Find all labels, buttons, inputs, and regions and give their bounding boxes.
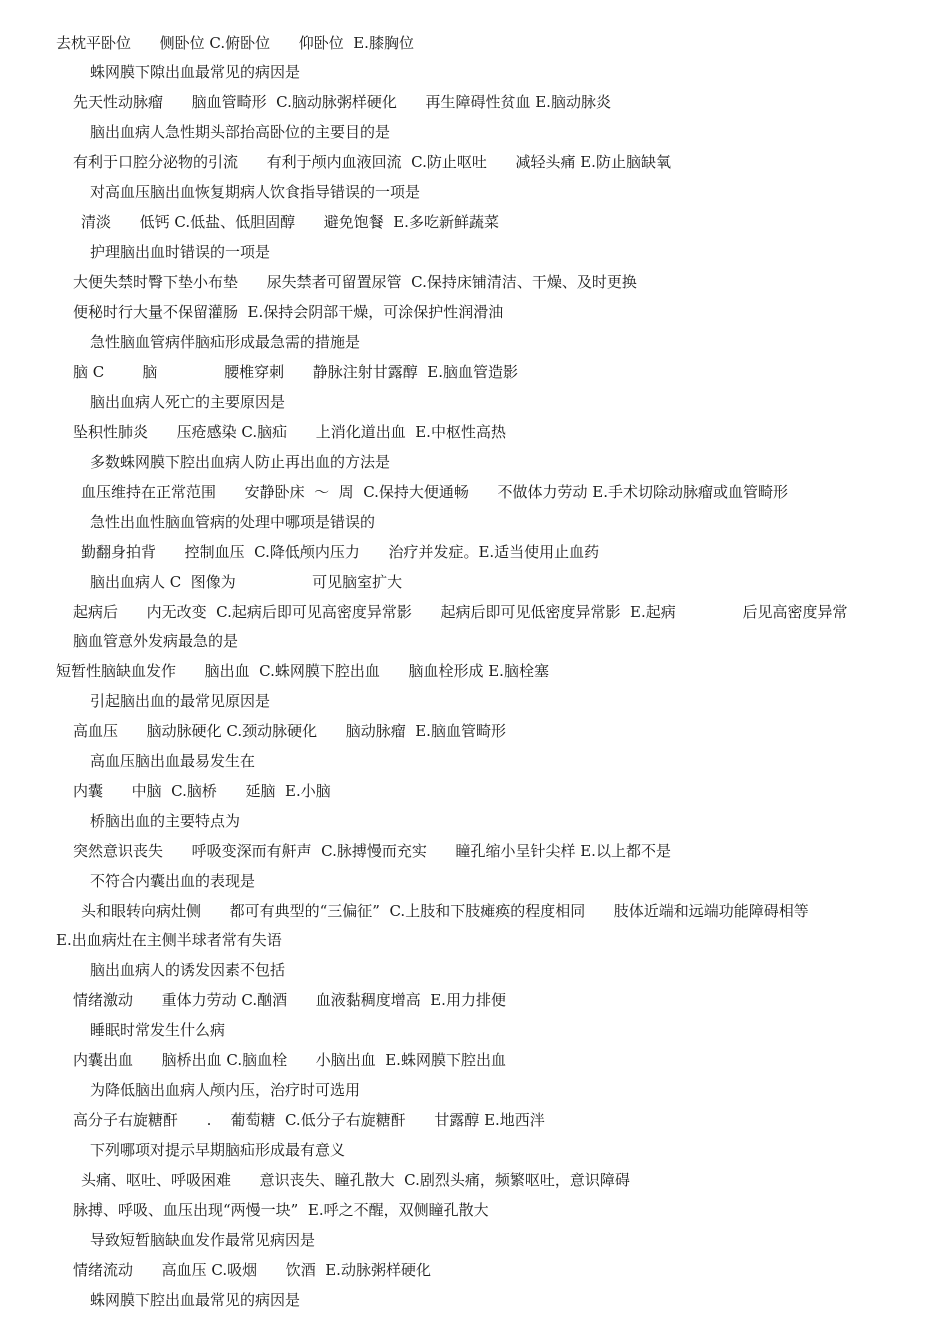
- question-stem: 脑出血病人死亡的主要原因是: [90, 393, 286, 411]
- option-line: E.出血病灶在主侧半球者常有失语: [56, 931, 282, 949]
- question-stem: 下列哪项对提示早期脑疝形成最有意义: [90, 1141, 346, 1159]
- question-stem: 急性脑血管病伴脑疝形成最急需的措施是: [90, 333, 361, 351]
- option-line: 勤翻身拍背 控制血压 C.降低颅内压力 治疗并发症。E.适当使用止血药: [81, 543, 600, 561]
- option-line: 先天性动脉瘤 脑血管畸形 C.脑动脉粥样硬化 再生障碍性贫血 E.脑动脉炎: [73, 93, 611, 111]
- question-stem: 不符合内囊出血的表现是: [90, 872, 256, 890]
- question-stem: 导致短暂脑缺血发作最常见病因是: [90, 1231, 316, 1249]
- option-line: 短暂性脑缺血发作 脑出血 C.蛛网膜下腔出血 脑血栓形成 E.脑栓塞: [56, 662, 549, 680]
- question-stem: 急性出血性脑血管病的处理中哪项是错误的: [90, 513, 376, 531]
- option-line: 血压维持在正常范围 安静卧床 ～ 周 C.保持大便通畅 不做体力劳动 E.手术切除动脉瘤或血管畸形: [81, 483, 789, 501]
- question-stem: 睡眠时常发生什么病: [90, 1021, 226, 1039]
- option-line: 坠积性肺炎 压疮感染 C.脑疝 上消化道出血 E.中枢性高热: [73, 423, 506, 441]
- question-stem: 多数蛛网膜下腔出血病人防止再出血的方法是: [90, 453, 391, 471]
- option-line: 头和眼转向病灶侧 都可有典型的“三偏征” C.上肢和下肢瘫痪的程度相同 肢体近端和远端功能障碍相等: [81, 902, 809, 920]
- question-stem: 蛛网膜下隙出血最常见的病因是: [90, 63, 301, 81]
- option-line: 内囊出血 脑桥出血 C.脑血栓 小脑出血 E.蛛网膜下腔出血: [73, 1051, 506, 1069]
- option-line: 脑 C 脑 腰椎穿刺 静脉注射甘露醇 E.脑血管造影: [73, 363, 519, 381]
- question-stem: 脑出血病人 C 图像为 可见脑室扩大: [90, 573, 403, 591]
- option-line: 高血压 脑动脉硬化 C.颈动脉硬化 脑动脉瘤 E.脑血管畸形: [73, 722, 506, 740]
- option-line: 清淡 低钙 C.低盐、低胆固醇 避免饱餐 E.多吃新鲜蔬菜: [81, 213, 499, 231]
- option-line: 便秘时行大量不保留灌肠 E.保持会阴部干燥，可涂保护性润滑油: [73, 303, 504, 321]
- option-line: 脉搏、呼吸、血压出现“两慢一块” E.呼之不醒，双侧瞳孔散大: [73, 1201, 489, 1219]
- option-line: 头痛、呕吐、呼吸困难 意识丧失、瞳孔散大 C.剧烈头痛，频繁呕吐，意识障碍: [81, 1171, 630, 1189]
- option-line: 内囊 中脑 C.脑桥 延脑 E.小脑: [73, 782, 331, 800]
- question-stem: 对高血压脑出血恢复期病人饮食指导错误的一项是: [90, 183, 421, 201]
- option-line: 情绪激动 重体力劳动 C.酗酒 血液黏稠度增高 E.用力排便: [73, 991, 506, 1009]
- option-line: 情绪流动 高血压 C.吸烟 饮酒 E.动脉粥样硬化: [73, 1261, 431, 1279]
- question-stem: 脑出血病人的诱发因素不包括: [90, 961, 286, 979]
- option-line: 高分子右旋糖酐 . 葡萄糖 C.低分子右旋糖酐 甘露醇 E.地西泮: [73, 1111, 545, 1129]
- option-line: 大便失禁时臀下垫小布垫 尿失禁者可留置尿管 C.保持床铺清洁、干燥、及时更换: [73, 273, 637, 291]
- question-stem: 脑血管意外发病最急的是: [73, 632, 239, 650]
- option-line: 起病后 内无改变 C.起病后即可见高密度异常影 起病后即可见低密度异常影 E.起病 后见高密度异常: [73, 603, 848, 621]
- question-stem: 护理脑出血时错误的一项是: [90, 243, 271, 261]
- option-line: 有利于口腔分泌物的引流 有利于颅内血液回流 C.防止呕吐 减轻头痛 E.防止脑缺氧: [73, 153, 671, 171]
- question-stem: 桥脑出血的主要特点为: [90, 812, 241, 830]
- option-line: 突然意识丧失 呼吸变深而有鼾声 C.脉搏慢而充实 瞳孔缩小呈针尖样 E.以上都不是: [73, 842, 671, 860]
- question-stem: 为降低脑出血病人颅内压，治疗时可选用: [90, 1081, 361, 1099]
- question-stem: 脑出血病人急性期头部抬高卧位的主要目的是: [90, 123, 391, 141]
- option-line: 去枕平卧位 侧卧位 C.俯卧位 仰卧位 E.膝胸位: [56, 34, 414, 52]
- question-stem: 蛛网膜下腔出血最常见的病因是: [90, 1291, 301, 1309]
- question-stem: 引起脑出血的最常见原因是: [90, 692, 271, 710]
- question-stem: 高血压脑出血最易发生在: [90, 752, 256, 770]
